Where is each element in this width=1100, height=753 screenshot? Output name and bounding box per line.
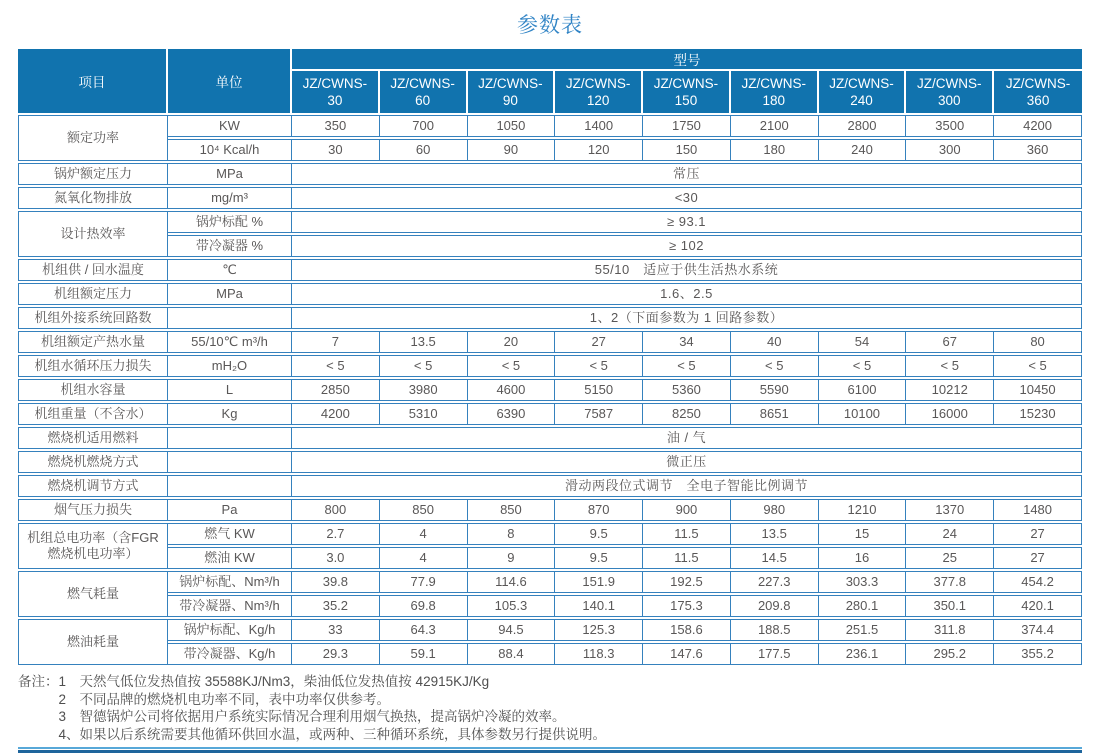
item-cell: 氮氧化物排放	[18, 187, 168, 209]
value-cell: 24	[906, 523, 994, 545]
value-cell: 311.8	[906, 619, 994, 641]
unit-cell: 10⁴ Kcal/h	[168, 139, 292, 161]
table-row	[18, 259, 1082, 281]
value-cell: 69.8	[380, 595, 468, 617]
item-cell: 燃烧机适用燃料	[18, 427, 168, 449]
note-line: 4、如果以后系统需要其他循环供回水温，或两种、三种循环系统，具体参数另行提供说明。	[58, 726, 607, 742]
value-cell: 377.8	[906, 571, 994, 593]
value-cell: 15	[819, 523, 907, 545]
value-cell: 54	[819, 331, 907, 353]
item-cell: 机组水循环压力损失	[18, 355, 168, 377]
table-row	[18, 355, 1082, 377]
table-row	[18, 211, 1082, 233]
value-cell: 9	[468, 547, 556, 569]
value-cell: 4600	[468, 379, 556, 401]
value-cell: 11.5	[643, 547, 731, 569]
value-cell: 2.7	[292, 523, 380, 545]
unit-cell: ℃	[168, 259, 292, 281]
table-row	[18, 595, 1082, 617]
value-cell: 300	[906, 139, 994, 161]
value-cell: 280.1	[819, 595, 907, 617]
table-row	[18, 187, 1082, 209]
model-header: JZ/CWNS- 240	[819, 71, 907, 113]
value-cell: 80	[994, 331, 1082, 353]
unit-cell: MPa	[168, 163, 292, 185]
value-cell: 3980	[380, 379, 468, 401]
value-cell: 16000	[906, 403, 994, 425]
unit-cell: MPa	[168, 283, 292, 305]
value-cell: 850	[380, 499, 468, 521]
model-header: JZ/CWNS- 60	[380, 71, 468, 113]
value-cell: 13.5	[731, 523, 819, 545]
span-value-cell: 55/10 适应于供生活热水系统	[292, 259, 1082, 281]
table-row	[18, 475, 1082, 497]
item-cell: 烟气压力损失	[18, 499, 168, 521]
span-value-cell: 微正压	[292, 451, 1082, 473]
unit-cell: KW	[168, 115, 292, 137]
value-cell: 77.9	[380, 571, 468, 593]
item-cell: 燃油耗量	[18, 619, 168, 665]
item-cell: 燃烧机调节方式	[18, 475, 168, 497]
value-cell: 29.3	[292, 643, 380, 665]
value-cell: < 5	[643, 355, 731, 377]
value-cell: 3.0	[292, 547, 380, 569]
value-cell: 13.5	[380, 331, 468, 353]
value-cell: 118.3	[555, 643, 643, 665]
value-cell: 177.5	[731, 643, 819, 665]
value-cell: 1750	[643, 115, 731, 137]
model-header: JZ/CWNS- 300	[906, 71, 994, 113]
value-cell: 120	[555, 139, 643, 161]
span-value-cell: ≥ 93.1	[292, 211, 1082, 233]
value-cell: 180	[731, 139, 819, 161]
table-body	[18, 115, 1082, 665]
value-cell: 700	[380, 115, 468, 137]
value-cell: 7	[292, 331, 380, 353]
unit-cell: 带冷凝器、Nm³/h	[168, 595, 292, 617]
value-cell: 1370	[906, 499, 994, 521]
value-cell: 9.5	[555, 547, 643, 569]
value-cell: 251.5	[819, 619, 907, 641]
value-cell: 4200	[292, 403, 380, 425]
value-cell: 6100	[819, 379, 907, 401]
value-cell: 88.4	[468, 643, 556, 665]
item-cell: 机组水容量	[18, 379, 168, 401]
value-cell: 1480	[994, 499, 1082, 521]
value-cell: 3500	[906, 115, 994, 137]
value-cell: 125.3	[555, 619, 643, 641]
item-cell: 燃烧机燃烧方式	[18, 451, 168, 473]
value-cell: 10100	[819, 403, 907, 425]
value-cell: 8	[468, 523, 556, 545]
value-cell: 236.1	[819, 643, 907, 665]
item-cell: 机组额定压力	[18, 283, 168, 305]
table-row	[18, 499, 1082, 521]
model-header: JZ/CWNS- 360	[994, 71, 1082, 113]
unit-cell: mg/m³	[168, 187, 292, 209]
value-cell: 420.1	[994, 595, 1082, 617]
table-row	[18, 571, 1082, 593]
item-cell: 锅炉额定压力	[18, 163, 168, 185]
value-cell: 20	[468, 331, 556, 353]
value-cell: 2100	[731, 115, 819, 137]
value-cell: 10450	[994, 379, 1082, 401]
value-cell: 350.1	[906, 595, 994, 617]
note-line: 3 智德锅炉公司将依据用户系统实际情况合理利用烟气换热，提高锅炉冷凝的效率。	[58, 709, 566, 724]
unit-cell: 带冷凝器、Kg/h	[168, 643, 292, 665]
table-row	[18, 523, 1082, 545]
table-row	[18, 643, 1082, 665]
value-cell: 27	[994, 523, 1082, 545]
value-cell: 227.3	[731, 571, 819, 593]
page-title: 参数表	[517, 14, 583, 37]
value-cell: 4	[380, 547, 468, 569]
note-line: 2 不同品牌的燃烧机电功率不同，表中功率仅供参考。	[58, 691, 391, 707]
value-cell: 90	[468, 139, 556, 161]
value-cell: 11.5	[643, 523, 731, 545]
value-cell: 16	[819, 547, 907, 569]
value-cell: 800	[292, 499, 380, 521]
value-cell: 9.5	[555, 523, 643, 545]
value-cell: 67	[906, 331, 994, 353]
value-cell: 5310	[380, 403, 468, 425]
value-cell: 360	[994, 139, 1082, 161]
value-cell: 150	[643, 139, 731, 161]
value-cell: 27	[555, 331, 643, 353]
value-cell: 1400	[555, 115, 643, 137]
value-cell: 355.2	[994, 643, 1082, 665]
value-cell: 15230	[994, 403, 1082, 425]
notes-lines	[59, 673, 607, 743]
value-cell: 209.8	[731, 595, 819, 617]
item-cell: 机组额定产热水量	[18, 331, 168, 353]
unit-cell: 锅炉标配、Nm³/h	[168, 571, 292, 593]
value-cell: 870	[555, 499, 643, 521]
unit-cell: 燃油 KW	[168, 547, 292, 569]
notes-prefix: 备注：	[18, 674, 59, 689]
model-header: JZ/CWNS- 180	[731, 71, 819, 113]
table-row	[18, 547, 1082, 569]
table-row	[18, 331, 1082, 353]
table-row	[18, 235, 1082, 257]
value-cell: 27	[994, 547, 1082, 569]
span-value-cell: <30	[292, 187, 1082, 209]
value-cell: 900	[643, 499, 731, 521]
model-group-header: 型号	[292, 49, 1082, 69]
value-cell: 158.6	[643, 619, 731, 641]
value-cell: 40	[731, 331, 819, 353]
value-cell: 35.2	[292, 595, 380, 617]
value-cell: 374.4	[994, 619, 1082, 641]
value-cell: 33	[292, 619, 380, 641]
value-cell: 60	[380, 139, 468, 161]
table-row	[18, 451, 1082, 473]
value-cell: 188.5	[731, 619, 819, 641]
model-header: JZ/CWNS- 150	[643, 71, 731, 113]
header-row-group	[18, 49, 1082, 69]
table-row	[18, 307, 1082, 329]
span-value-cell: 1.6、2.5	[292, 283, 1082, 305]
table-row	[18, 427, 1082, 449]
value-cell: 192.5	[643, 571, 731, 593]
item-cell: 额定功率	[18, 115, 168, 161]
value-cell: 5590	[731, 379, 819, 401]
bottom-rule	[18, 747, 1082, 753]
value-cell: 4200	[994, 115, 1082, 137]
value-cell: < 5	[292, 355, 380, 377]
value-cell: 59.1	[380, 643, 468, 665]
table-row	[18, 379, 1082, 401]
table-row	[18, 403, 1082, 425]
unit-cell: Kg	[168, 403, 292, 425]
value-cell: 7587	[555, 403, 643, 425]
value-cell: 850	[468, 499, 556, 521]
notes-block	[18, 673, 1082, 743]
value-cell: < 5	[994, 355, 1082, 377]
value-cell: 240	[819, 139, 907, 161]
span-value-cell: 油 / 气	[292, 427, 1082, 449]
model-header: JZ/CWNS- 120	[555, 71, 643, 113]
value-cell: 30	[292, 139, 380, 161]
value-cell: 140.1	[555, 595, 643, 617]
unit-cell: mH₂O	[168, 355, 292, 377]
item-cell: 设计热效率	[18, 211, 168, 257]
value-cell: 25	[906, 547, 994, 569]
value-cell: 39.8	[292, 571, 380, 593]
unit-cell: Pa	[168, 499, 292, 521]
item-cell: 机组总电功率（含FGR 燃烧机电功率）	[18, 523, 168, 569]
unit-cell	[168, 427, 292, 449]
table-row	[18, 283, 1082, 305]
value-cell: 94.5	[468, 619, 556, 641]
value-cell: 64.3	[380, 619, 468, 641]
table-row	[18, 139, 1082, 161]
value-cell: 1210	[819, 499, 907, 521]
item-cell: 机组重量（不含水）	[18, 403, 168, 425]
value-cell: 8250	[643, 403, 731, 425]
table-row	[18, 115, 1082, 137]
value-cell: 147.6	[643, 643, 731, 665]
unit-cell: 55/10℃ m³/h	[168, 331, 292, 353]
parameter-table	[18, 47, 1082, 667]
unit-cell: 燃气 KW	[168, 523, 292, 545]
table-header	[18, 49, 1082, 113]
unit-cell	[168, 451, 292, 473]
value-cell: 1050	[468, 115, 556, 137]
value-cell: < 5	[731, 355, 819, 377]
table-row	[18, 619, 1082, 641]
value-cell: 10212	[906, 379, 994, 401]
value-cell: 14.5	[731, 547, 819, 569]
unit-cell: 带冷凝器 %	[168, 235, 292, 257]
value-cell: 105.3	[468, 595, 556, 617]
value-cell: 114.6	[468, 571, 556, 593]
value-cell: 34	[643, 331, 731, 353]
value-cell: < 5	[555, 355, 643, 377]
value-cell: 175.3	[643, 595, 731, 617]
value-cell: 5150	[555, 379, 643, 401]
value-cell: 2850	[292, 379, 380, 401]
value-cell: 8651	[731, 403, 819, 425]
span-value-cell: ≥ 102	[292, 235, 1082, 257]
model-header: JZ/CWNS- 90	[468, 71, 556, 113]
item-cell: 机组外接系统回路数	[18, 307, 168, 329]
value-cell: 4	[380, 523, 468, 545]
table-row	[18, 163, 1082, 185]
value-cell: < 5	[819, 355, 907, 377]
value-cell: 295.2	[906, 643, 994, 665]
unit-column-header: 单位	[168, 49, 292, 113]
item-cell: 燃气耗量	[18, 571, 168, 617]
span-value-cell: 1、2（下面参数为 1 回路参数）	[292, 307, 1082, 329]
value-cell: < 5	[906, 355, 994, 377]
unit-cell: 锅炉标配、Kg/h	[168, 619, 292, 641]
span-value-cell: 滑动两段位式调节 全电子智能比例调节	[292, 475, 1082, 497]
model-header: JZ/CWNS- 30	[292, 71, 380, 113]
unit-cell	[168, 307, 292, 329]
value-cell: < 5	[380, 355, 468, 377]
value-cell: 6390	[468, 403, 556, 425]
value-cell: 980	[731, 499, 819, 521]
value-cell: 350	[292, 115, 380, 137]
value-cell: 151.9	[555, 571, 643, 593]
span-value-cell: 常压	[292, 163, 1082, 185]
value-cell: < 5	[468, 355, 556, 377]
item-cell: 机组供 / 回水温度	[18, 259, 168, 281]
unit-cell	[168, 475, 292, 497]
item-column-header: 项目	[18, 49, 168, 113]
value-cell: 2800	[819, 115, 907, 137]
value-cell: 454.2	[994, 571, 1082, 593]
note-line: 1 天然气低位发热值按 35588KJ/Nm3，柴油低位发热值按 42915KJ/Kg	[58, 674, 490, 689]
value-cell: 5360	[643, 379, 731, 401]
value-cell: 303.3	[819, 571, 907, 593]
unit-cell: 锅炉标配 %	[168, 211, 292, 233]
unit-cell: L	[168, 379, 292, 401]
